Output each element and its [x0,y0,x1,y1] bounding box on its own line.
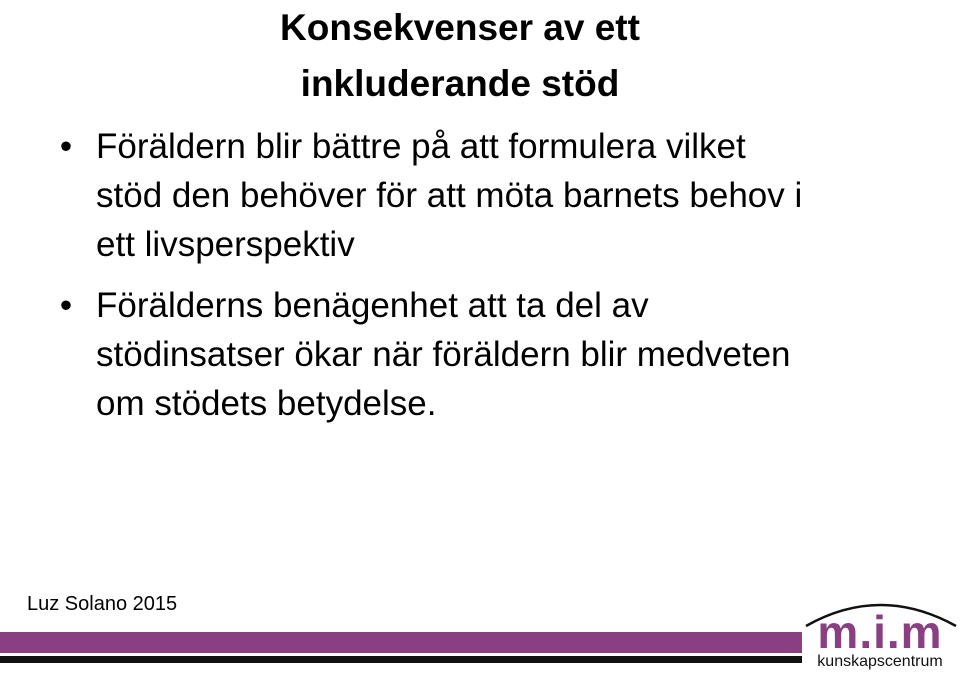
bullet-dot-icon: • [59,127,73,166]
logo-wordmark: m.i.m [817,606,943,658]
footer-author: Luz Solano 2015 [27,593,178,615]
bullet-2-line-1: Förälderns benägenhet att ta del av [96,286,649,325]
slide-title-line-1: Konsekvenser av ett [280,7,640,48]
bullet-1-line-1: Föräldern blir bättre på att formulera vilket [96,127,746,166]
bullet-list [56,122,936,440]
bullet-1-line-2: stöd den behöver för att möta barnets behov i [96,176,803,215]
bullet-item-1 [56,122,936,269]
slide-title [0,0,960,112]
footer-bar-purple [0,632,802,653]
bullet-2-line-2: stödinsatser ökar när föräldern blir medveten [96,335,791,374]
bullet-1-line-3: ett livsperspektiv [96,225,355,264]
logo-subtitle: kunskapscentrum [817,653,943,670]
footer-bar-black [0,656,802,663]
bullet-item-2 [56,281,936,428]
bullet-dot-icon: • [59,286,73,325]
mim-logo [800,590,960,675]
bullet-2-line-3: om stödets betydelse. [96,384,437,423]
slide-title-line-2: inkluderande stöd [300,63,620,104]
